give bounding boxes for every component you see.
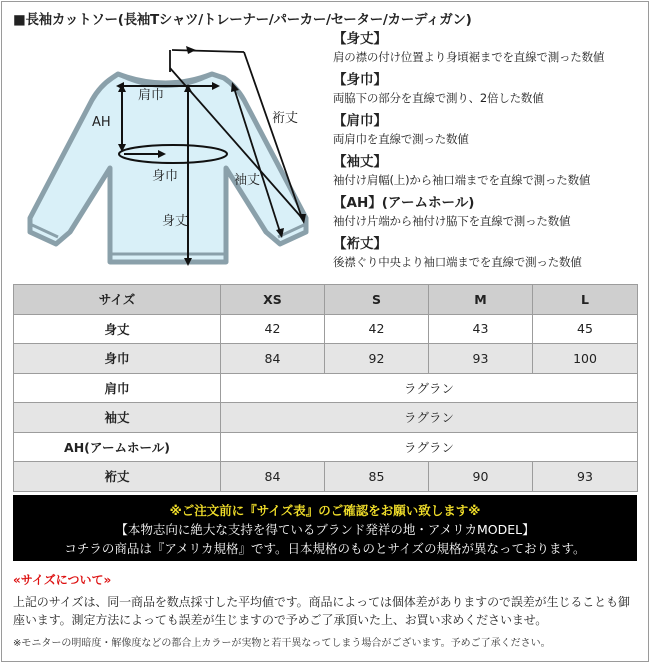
yuki-length-label: 裄丈	[272, 111, 299, 126]
table-row	[14, 373, 638, 403]
cell-value: 84	[221, 344, 325, 374]
definition-term: 【肩巾】	[333, 113, 387, 129]
definition-sleeve	[333, 153, 645, 189]
definition-shoulder	[333, 112, 645, 148]
about-sizes-heading: «サイズについて»	[13, 573, 112, 587]
row-label: 身丈	[14, 314, 221, 344]
cell-value: 92	[325, 344, 429, 374]
header-size: サイズ	[14, 285, 221, 315]
notice-banner	[13, 495, 637, 561]
cell-merged: ラグラン	[221, 432, 638, 462]
header-s: S	[325, 285, 429, 315]
table-row	[14, 344, 638, 374]
definition-length	[333, 30, 645, 66]
cell-value: 85	[325, 462, 429, 492]
cell-value: 90	[429, 462, 533, 492]
definition-desc: 袖付け肩幅(上)から袖口端までを直線で測った数値	[333, 173, 591, 187]
cell-value: 42	[221, 314, 325, 344]
definition-term: 【裄丈】	[333, 236, 387, 252]
size-table-header	[14, 285, 638, 315]
row-label: 肩巾	[14, 373, 221, 403]
definition-desc: 後襟ぐり中央より袖口端までを直線で測った数値	[333, 255, 582, 269]
size-table	[13, 284, 638, 492]
table-row	[14, 462, 638, 492]
cell-value: 43	[429, 314, 533, 344]
notice-spec: コチラの商品は『アメリカ規格』です。日本規格のものとサイズの規格が異なっております。	[64, 541, 586, 556]
cell-value: 100	[533, 344, 638, 374]
notice-heading: ※ご注文前に『サイズ表』のご確認をお願い致します※	[169, 503, 481, 518]
row-label: 裄丈	[14, 462, 221, 492]
cell-value: 84	[221, 462, 325, 492]
definition-yuki	[333, 235, 645, 271]
header-l: L	[533, 285, 638, 315]
row-label: AH(アームホール)	[14, 432, 221, 462]
definition-desc: 両肩巾を直線で測った数値	[333, 132, 469, 146]
table-row	[14, 403, 638, 433]
definition-term: 【袖丈】	[333, 154, 387, 170]
definition-term: 【身巾】	[333, 72, 387, 88]
row-label: 袖丈	[14, 403, 221, 433]
cell-value: 93	[429, 344, 533, 374]
definition-term: 【AH】(アームホール)	[333, 195, 475, 211]
shoulder-width-label: 肩巾	[138, 88, 165, 103]
cell-merged: ラグラン	[221, 403, 638, 433]
armhole-label: AH	[92, 115, 111, 130]
cell-merged: ラグラン	[221, 373, 638, 403]
definition-term: 【身丈】	[333, 31, 387, 47]
measurement-definitions	[333, 30, 645, 276]
body-length-label: 身丈	[162, 214, 189, 229]
header-m: M	[429, 285, 533, 315]
row-label: 身巾	[14, 344, 221, 374]
monitor-disclaimer: ※モニターの明暗度・解像度などの都合上カラーが実物と若干異なってしまう場合がございます。予めご了承ください。	[13, 638, 551, 649]
sweatshirt-illustration	[30, 74, 306, 262]
header-xs: XS	[221, 285, 325, 315]
cell-value: 93	[533, 462, 638, 492]
garment-diagram	[12, 32, 330, 272]
table-row	[14, 432, 638, 462]
notice-brand: 【本物志向に絶大な支持を得ているブランド発祥の地・アメリカMODEL】	[115, 522, 535, 537]
cell-value: 45	[533, 314, 638, 344]
definition-armhole	[333, 194, 645, 230]
definition-desc: 肩の襟の付け位置より身頃裾までを直線で測った数値	[333, 50, 605, 64]
chest-width-label: 身巾	[152, 169, 179, 184]
page-title: ■長袖カットソー(長袖Tシャツ/トレーナー/パーカー/セーター/カーディガン)	[13, 12, 472, 28]
sleeve-length-label: 袖丈	[234, 173, 261, 188]
definition-desc: 袖付け片端から袖付け脇下を直線で測った数値	[333, 214, 571, 228]
about-sizes-body: 上記のサイズは、同一商品を数点採寸した平均値です。商品によっては個体差がありますので誤差が生じることも御座います。測定方法によっても誤差が生じますので予めご了承頂いた上、お買い求めくださいませ。	[13, 595, 630, 627]
definition-chest	[333, 71, 645, 107]
table-row	[14, 314, 638, 344]
cell-value: 42	[325, 314, 429, 344]
definition-desc: 両脇下の部分を直線で測り、2倍した数値	[333, 91, 544, 105]
